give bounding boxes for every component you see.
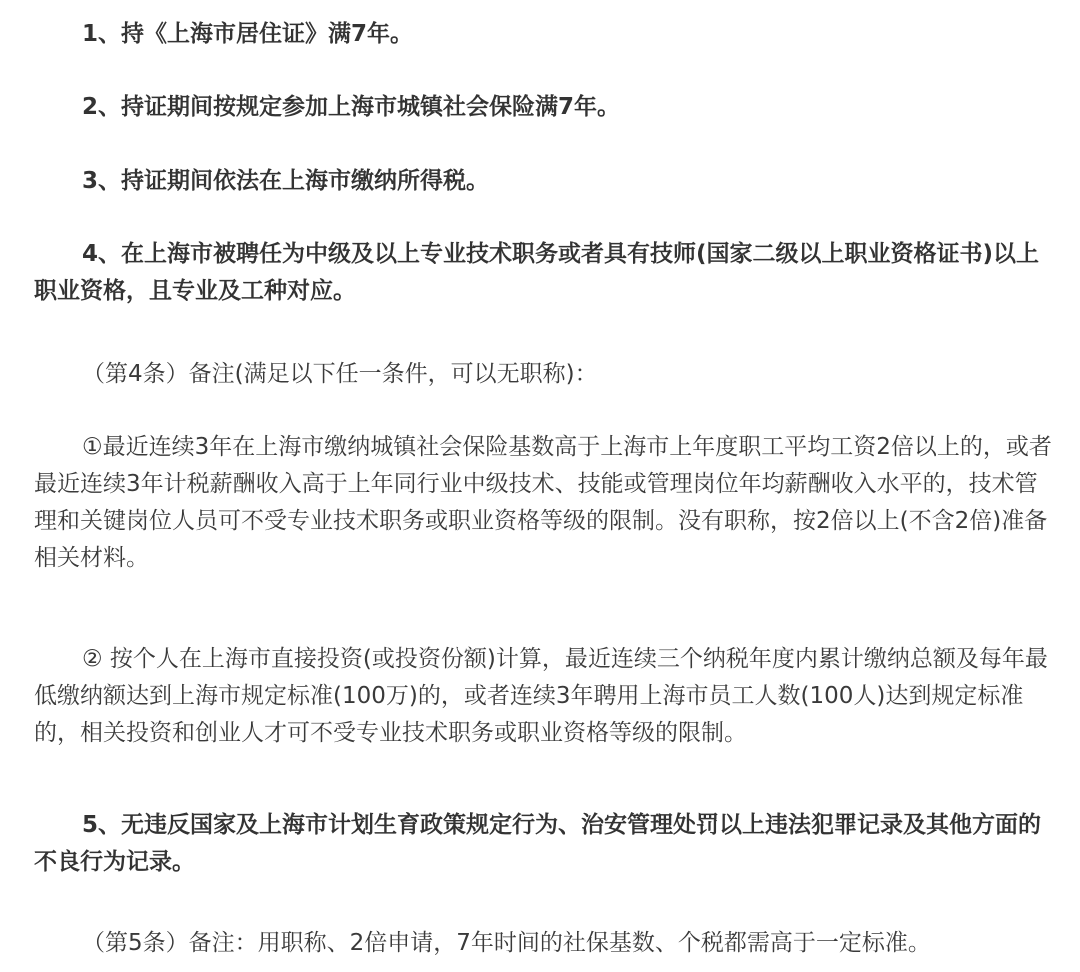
requirement-item-4: 4、在上海市被聘任为中级及以上专业技术职务或者具有技师(国家二级以上职业资格证书)以上职业资格，且专业及工种对应。 — [34, 241, 1040, 304]
requirement-item-2: 2、持证期间按规定参加上海市城镇社会保险满7年。 — [82, 94, 621, 120]
note-item-4-heading: （第4条）备注(满足以下任一条件，可以无职称)： — [82, 361, 598, 387]
note-item-4-condition-2: ② 按个人在上海市直接投资(或投资份额)计算，最近连续三个纳税年度内累计缴纳总额及每年最低缴纳额达到上海市规定标准(100万)的，或者连续3年聘用上海市员工人数(100人)达到规定标准的，相关投资和创业人才可不受专业技术职务或职业资格等级的限制。 — [34, 646, 1048, 746]
requirement-item-1: 1、持《上海市居住证》满7年。 — [82, 21, 414, 47]
note-item-4-condition-1: ①最近连续3年在上海市缴纳城镇社会保险基数高于上海市上年度职工平均工资2倍以上的，或者最近连续3年计税薪酬收入高于上年同行业中级技术、技能或管理岗位年均薪酬收入水平的，技术管理和关键岗位人员可不受专业技术职务或职业资格等级的限制。没有职称，按2倍以上(不含2倍)准备相关材料。 — [34, 434, 1052, 571]
requirement-item-3: 3、持证期间依法在上海市缴纳所得税。 — [82, 168, 490, 194]
requirement-item-5: 5、无违反国家及上海市计划生育政策规定行为、治安管理处罚以上违法犯罪记录及其他方面的不良行为记录。 — [34, 812, 1042, 875]
note-item-5: （第5条）备注：用职称、2倍申请，7年时间的社保基数、个税都需高于一定标准。 — [82, 930, 931, 956]
